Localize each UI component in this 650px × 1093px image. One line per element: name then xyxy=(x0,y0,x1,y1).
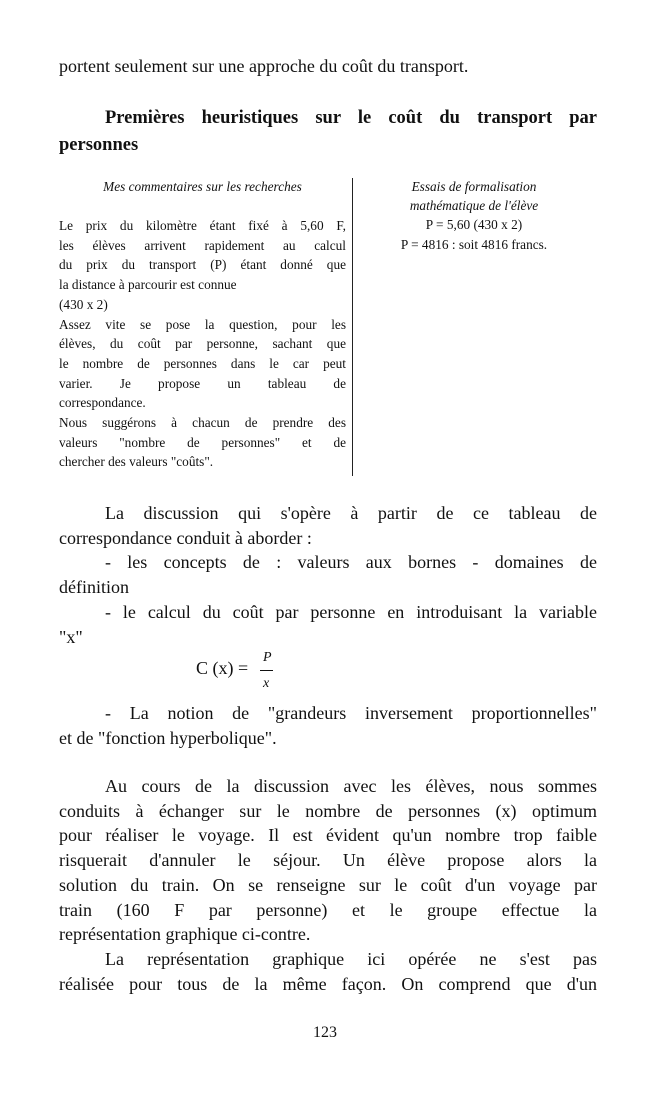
comment-line: Assez vite se pose la question, pour les xyxy=(59,316,346,332)
comment-line: les élèves arrivent rapidement au calcul xyxy=(59,237,346,253)
discussion-line: - les concepts de : valeurs aux bornes - domaines de xyxy=(105,552,597,573)
page-number: 123 xyxy=(313,1024,337,1041)
formalisation-line: P = 4816 : soit 4816 francs. xyxy=(400,236,548,252)
fraction-bar xyxy=(260,670,273,671)
paragraph-line: train (160 F par personne) et le groupe effectue la xyxy=(59,899,597,920)
formalisation-title-line-1: Essais de formalisation xyxy=(411,179,537,194)
paragraph-line: conduits à échanger sur le nombre de personnes (x) optimum xyxy=(59,800,597,821)
section-heading xyxy=(59,105,597,159)
paragraph-line: représentation graphique ci-contre. xyxy=(59,924,311,945)
discussion-line: - le calcul du coût par personne en introduisant la variable xyxy=(105,601,597,622)
comment-line: du prix du transport (P) étant donné que xyxy=(59,257,346,273)
heading-line-1: Premières heuristiques sur le coût du transport par xyxy=(105,108,597,128)
top-text-line: portent seulement sur une approche du coût du transport. xyxy=(59,56,469,76)
discussion-line: correspondance conduit à aborder : xyxy=(59,527,312,548)
comment-line: varier. Je propose un tableau de xyxy=(59,375,346,391)
cost-formula xyxy=(196,650,296,696)
comment-line: correspondance. xyxy=(59,395,146,411)
comment-line: élèves, du coût par personne, sachant que xyxy=(59,336,346,352)
comment-line: valeurs "nombre de personnes" et de xyxy=(59,434,346,450)
column-divider xyxy=(352,178,353,476)
paragraph-line: pour réaliser le voyage. Il est évident qu'un nombre trop faible xyxy=(59,825,597,846)
comment-line: chercher des valeurs "coûts". xyxy=(59,454,214,470)
notion-block xyxy=(59,701,597,750)
notion-line: - La notion de "grandeurs inversement proportionnelles" xyxy=(105,703,597,723)
comments-column-title: Mes commentaires sur les recherches xyxy=(103,179,302,194)
discussion-line: "x" xyxy=(59,626,83,647)
course-paragraph xyxy=(59,774,597,996)
formula-numerator: P xyxy=(263,650,272,665)
comment-line: Le prix du kilomètre étant fixé à 5,60 F, xyxy=(59,218,346,233)
discussion-line: définition xyxy=(59,577,129,598)
formula-denominator: x xyxy=(263,676,270,691)
paragraph-line: solution du train. On se renseigne sur le coût d'un voyage par xyxy=(59,874,597,895)
paragraph-line: réalisée pour tous de la même façon. On comprend que d'un xyxy=(59,973,597,994)
discussion-block xyxy=(59,501,597,649)
paragraph-line: Au cours de la discussion avec les élèves, nous sommes xyxy=(105,776,597,796)
heading-line-2: personnes xyxy=(59,135,139,155)
comment-line: Nous suggérons à chacun de prendre des xyxy=(59,415,346,431)
notion-line: et de "fonction hyperbolique". xyxy=(59,727,277,748)
comment-line: le nombre de personnes dans le car peut xyxy=(59,355,346,371)
comments-column xyxy=(59,177,346,472)
formula-lhs: C (x) = xyxy=(196,658,249,678)
paragraph-line: La représentation graphique ici opérée ne s'est pas xyxy=(105,948,597,969)
paragraph-line: risquerait d'annuler le séjour. Un élève propose alors la xyxy=(59,850,597,871)
discussion-line: La discussion qui s'opère à partir de ce tableau de xyxy=(105,503,597,523)
formalisation-title-line-2: mathématique de l'élève xyxy=(409,198,539,213)
formalisation-column xyxy=(370,177,578,254)
comment-line: la distance à parcourir est connue xyxy=(59,277,237,293)
formalisation-line: P = 5,60 (430 x 2) xyxy=(425,217,523,232)
comment-line: (430 x 2) xyxy=(59,296,108,312)
